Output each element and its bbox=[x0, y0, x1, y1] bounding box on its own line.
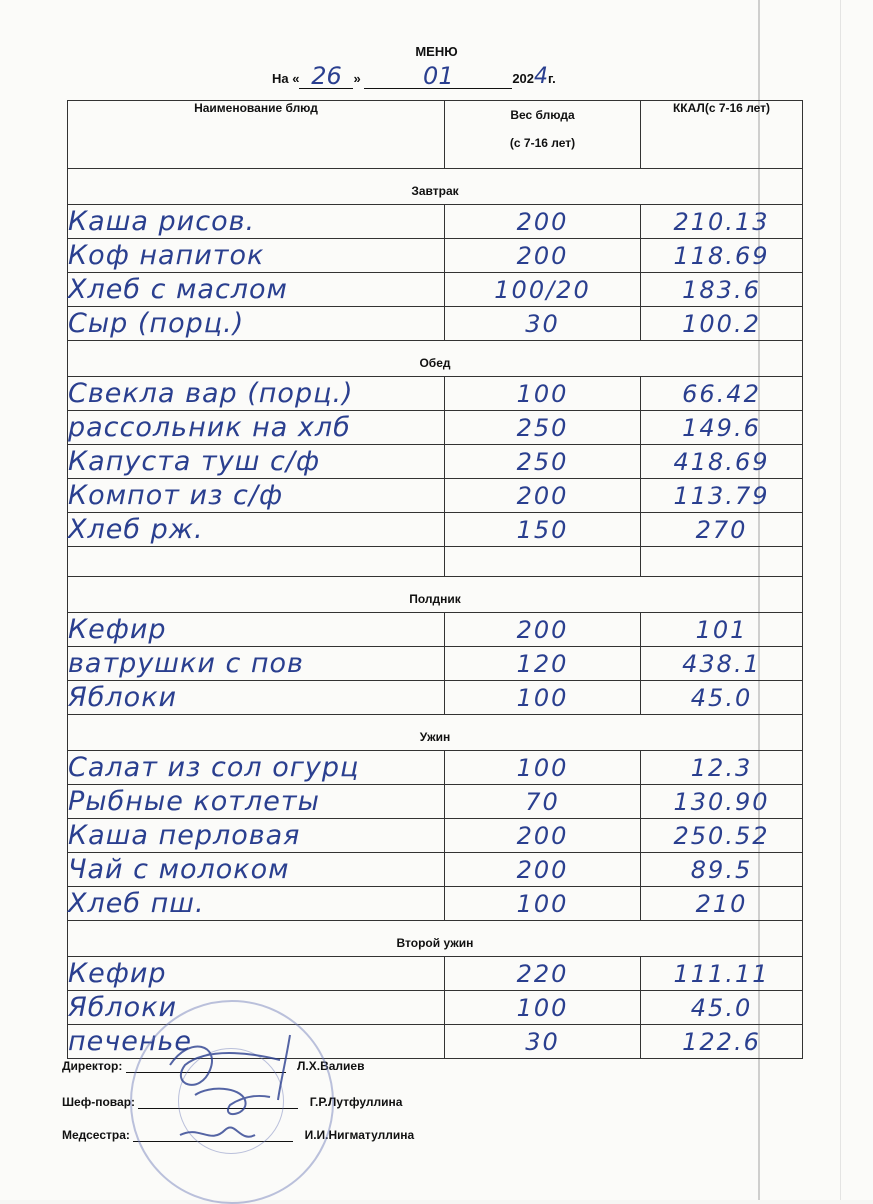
year-digit: 4 bbox=[534, 64, 549, 89]
table-header-row bbox=[68, 101, 803, 169]
dish-kcal: 270 bbox=[641, 513, 803, 547]
dish-kcal: 130.90 bbox=[641, 785, 803, 819]
dish-kcal: 118.69 bbox=[641, 239, 803, 273]
dish-weight: 200 bbox=[445, 239, 641, 273]
year-prefix: 202 bbox=[512, 71, 535, 86]
dish-kcal: 418.69 bbox=[641, 445, 803, 479]
year-suffix: г. bbox=[548, 71, 556, 86]
section-title: Полдник bbox=[68, 577, 803, 613]
month-blank bbox=[364, 62, 512, 90]
date-mid: » bbox=[353, 71, 361, 86]
dish-name: Каша перловая bbox=[68, 819, 445, 853]
dish-name: Сыр (порц.) bbox=[68, 307, 445, 341]
dish-weight: 100 bbox=[445, 377, 641, 411]
table-row bbox=[68, 445, 803, 479]
day-blank bbox=[299, 62, 353, 90]
table-row bbox=[68, 205, 803, 239]
menu-table bbox=[67, 100, 803, 1059]
date-line bbox=[272, 64, 556, 89]
section-title: Завтрак bbox=[68, 169, 803, 205]
table-row bbox=[68, 887, 803, 921]
dish-name: рассольник на хлб bbox=[68, 411, 445, 445]
signature-role: Директор: bbox=[62, 1059, 123, 1073]
table-row bbox=[68, 785, 803, 819]
dish-name: Яблоки bbox=[68, 991, 445, 1025]
section-title: Ужин bbox=[68, 715, 803, 751]
dish-weight: 250 bbox=[445, 445, 641, 479]
dish-kcal: 250.52 bbox=[641, 819, 803, 853]
empty-cell bbox=[641, 547, 803, 577]
dish-name: ватрушки с пов bbox=[68, 647, 445, 681]
table-row bbox=[68, 239, 803, 273]
signature-role: Шеф-повар: bbox=[62, 1095, 136, 1109]
dish-weight: 150 bbox=[445, 513, 641, 547]
date-prefix: На « bbox=[272, 71, 300, 86]
dish-name: Чай с молоком bbox=[68, 853, 445, 887]
table-row bbox=[68, 853, 803, 887]
section-header-row bbox=[68, 577, 803, 613]
dish-name: Яблоки bbox=[68, 681, 445, 715]
dish-weight: 100 bbox=[445, 751, 641, 785]
dish-kcal: 210 bbox=[641, 887, 803, 921]
day-value: 26 bbox=[311, 62, 342, 90]
column-header-kcal: ККАЛ(с 7-16 лет) bbox=[641, 101, 803, 169]
dish-kcal: 111.11 bbox=[641, 957, 803, 991]
table-row bbox=[68, 307, 803, 341]
dish-weight: 250 bbox=[445, 411, 641, 445]
dish-weight: 100 bbox=[445, 887, 641, 921]
dish-name: Хлеб с маслом bbox=[68, 273, 445, 307]
handwritten-signatures bbox=[150, 1025, 310, 1155]
dish-weight: 30 bbox=[445, 307, 641, 341]
table-row bbox=[68, 613, 803, 647]
section-header-row bbox=[68, 341, 803, 377]
dish-name: Каша рисов. bbox=[68, 205, 445, 239]
dish-kcal: 100.2 bbox=[641, 307, 803, 341]
weight-header-line2: (с 7-16 лет) bbox=[509, 136, 576, 150]
dish-weight: 70 bbox=[445, 785, 641, 819]
dish-weight: 30 bbox=[445, 1025, 641, 1059]
dish-kcal: 438.1 bbox=[641, 647, 803, 681]
empty-cell bbox=[445, 547, 641, 577]
weight-header-line1: Вес блюда bbox=[510, 108, 575, 122]
dish-weight: 100 bbox=[445, 681, 641, 715]
dish-name: Хлеб рж. bbox=[68, 513, 445, 547]
table-row bbox=[68, 751, 803, 785]
dish-name: Коф напиток bbox=[68, 239, 445, 273]
dish-kcal: 113.79 bbox=[641, 479, 803, 513]
table-row bbox=[68, 681, 803, 715]
dish-kcal: 122.6 bbox=[641, 1025, 803, 1059]
section-header-row bbox=[68, 169, 803, 205]
dish-weight: 200 bbox=[445, 205, 641, 239]
menu-body bbox=[68, 169, 803, 1059]
dish-kcal: 149.6 bbox=[641, 411, 803, 445]
column-header-name: Наименование блюд bbox=[68, 101, 445, 169]
dish-weight: 200 bbox=[445, 479, 641, 513]
dish-kcal: 66.42 bbox=[641, 377, 803, 411]
dish-kcal: 45.0 bbox=[641, 991, 803, 1025]
column-header-weight bbox=[445, 101, 641, 169]
table-row bbox=[68, 273, 803, 307]
table-row bbox=[68, 377, 803, 411]
dish-kcal: 89.5 bbox=[641, 853, 803, 887]
dish-name: Компот из с/ф bbox=[68, 479, 445, 513]
signature-name: И.И.Нигматуллина bbox=[304, 1128, 415, 1142]
table-row bbox=[68, 647, 803, 681]
dish-kcal: 45.0 bbox=[641, 681, 803, 715]
dish-weight: 120 bbox=[445, 647, 641, 681]
dish-weight: 200 bbox=[445, 853, 641, 887]
dish-name: Капуста туш с/ф bbox=[68, 445, 445, 479]
section-title: Второй ужин bbox=[68, 921, 803, 957]
table-row bbox=[68, 411, 803, 445]
section-header-row bbox=[68, 921, 803, 957]
dish-kcal: 183.6 bbox=[641, 273, 803, 307]
dish-weight: 100/20 bbox=[445, 273, 641, 307]
dish-name: Хлеб пш. bbox=[68, 887, 445, 921]
signature-name: Л.Х.Валиев bbox=[297, 1059, 365, 1073]
table-row bbox=[68, 819, 803, 853]
month-value: 01 bbox=[423, 62, 454, 90]
dish-name: Салат из сол огурц bbox=[68, 751, 445, 785]
table-row bbox=[68, 957, 803, 991]
dish-weight: 220 bbox=[445, 957, 641, 991]
table-row bbox=[68, 513, 803, 547]
section-header-row bbox=[68, 715, 803, 751]
dish-name: Свекла вар (порц.) bbox=[68, 377, 445, 411]
signature-role: Медсестра: bbox=[62, 1128, 130, 1142]
dish-kcal: 12.3 bbox=[641, 751, 803, 785]
dish-weight: 100 bbox=[445, 991, 641, 1025]
section-title: Обед bbox=[68, 341, 803, 377]
dish-kcal: 101 bbox=[641, 613, 803, 647]
scan-streak bbox=[840, 0, 841, 1200]
dish-weight: 200 bbox=[445, 613, 641, 647]
empty-cell bbox=[68, 547, 445, 577]
signature-name: Г.Р.Лутфуллина bbox=[309, 1095, 403, 1109]
table-row bbox=[68, 479, 803, 513]
empty-row bbox=[68, 547, 803, 577]
dish-weight: 200 bbox=[445, 819, 641, 853]
dish-name: печенье bbox=[68, 1025, 445, 1059]
dish-name: Кефир bbox=[68, 613, 445, 647]
dish-kcal: 210.13 bbox=[641, 205, 803, 239]
dish-name: Кефир bbox=[68, 957, 445, 991]
page-title: МЕНЮ bbox=[415, 44, 458, 59]
dish-name: Рыбные котлеты bbox=[68, 785, 445, 819]
